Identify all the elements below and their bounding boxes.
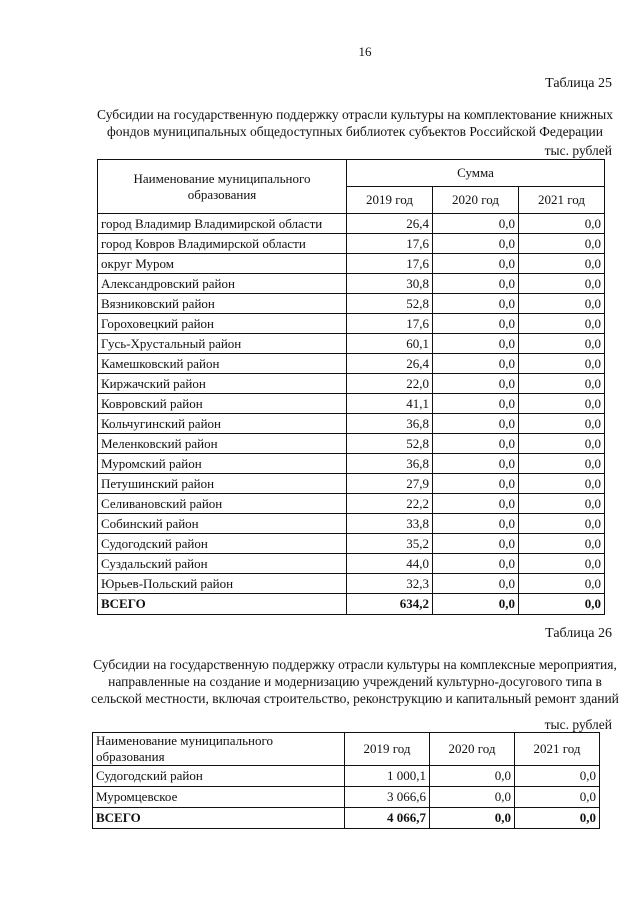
cell-2021: 0,0 bbox=[519, 494, 605, 514]
cell-2020: 0,0 bbox=[433, 254, 519, 274]
cell-2019: 22,2 bbox=[347, 494, 433, 514]
cell-2020: 0,0 bbox=[433, 414, 519, 434]
cell-name: Муромцевское bbox=[93, 787, 345, 808]
cell-name: Кольчугинский район bbox=[98, 414, 347, 434]
table26-header-name: Наименование муниципального образования bbox=[93, 733, 345, 766]
cell-2021: 0,0 bbox=[515, 766, 600, 787]
cell-2019: 36,8 bbox=[347, 454, 433, 474]
cell-name: Ковровский район bbox=[98, 394, 347, 414]
cell-2021: 0,0 bbox=[519, 394, 605, 414]
table-row bbox=[98, 354, 605, 374]
cell-name: Гороховецкий район bbox=[98, 314, 347, 334]
table26-year-2020: 2020 год bbox=[430, 733, 515, 766]
table-row bbox=[98, 474, 605, 494]
cell-2020: 0,0 bbox=[433, 454, 519, 474]
cell-name: город Владимир Владимирской области bbox=[98, 214, 347, 234]
cell-2021: 0,0 bbox=[519, 414, 605, 434]
table26-title bbox=[60, 656, 640, 707]
cell-name: округ Муром bbox=[98, 254, 347, 274]
cell-2021: 0,0 bbox=[519, 314, 605, 334]
cell-2020: 0,0 bbox=[430, 766, 515, 787]
cell-2019: 3 066,6 bbox=[345, 787, 430, 808]
table26-unit: тыс. рублей bbox=[544, 717, 612, 732]
table25-total-2021: 0,0 bbox=[519, 594, 605, 615]
table26-total-2021: 0,0 bbox=[515, 808, 600, 829]
table-row bbox=[98, 454, 605, 474]
cell-2020: 0,0 bbox=[433, 374, 519, 394]
table-row bbox=[98, 294, 605, 314]
cell-name: Петушинский район bbox=[98, 474, 347, 494]
table26-total-label: ВСЕГО bbox=[93, 808, 345, 829]
cell-2021: 0,0 bbox=[519, 334, 605, 354]
cell-2021: 0,0 bbox=[519, 254, 605, 274]
table-row bbox=[98, 254, 605, 274]
page-number: 16 bbox=[358, 44, 372, 59]
cell-2019: 17,6 bbox=[347, 234, 433, 254]
table-row bbox=[98, 554, 605, 574]
table-row bbox=[98, 314, 605, 334]
table26-title-line2: направленные на создание и модернизацию учреждений культурно-досугового типа в bbox=[108, 674, 602, 689]
table25-year-2019: 2019 год bbox=[347, 187, 433, 214]
cell-2021: 0,0 bbox=[519, 294, 605, 314]
table25-year-2020: 2020 год bbox=[433, 187, 519, 214]
cell-2019: 52,8 bbox=[347, 294, 433, 314]
table26-title-line3: сельской местности, включая строительство, реконструкцию и капитальный ремонт зданий bbox=[91, 691, 619, 706]
cell-2019: 36,8 bbox=[347, 414, 433, 434]
cell-name: город Ковров Владимирской области bbox=[98, 234, 347, 254]
table-row bbox=[98, 234, 605, 254]
cell-2020: 0,0 bbox=[433, 294, 519, 314]
cell-name: Александровский район bbox=[98, 274, 347, 294]
cell-2019: 35,2 bbox=[347, 534, 433, 554]
cell-name: Гусь-Хрустальный район bbox=[98, 334, 347, 354]
cell-2021: 0,0 bbox=[519, 354, 605, 374]
cell-2019: 52,8 bbox=[347, 434, 433, 454]
cell-2019: 44,0 bbox=[347, 554, 433, 574]
table26 bbox=[92, 732, 600, 829]
cell-2020: 0,0 bbox=[433, 334, 519, 354]
cell-2019: 33,8 bbox=[347, 514, 433, 534]
cell-2019: 32,3 bbox=[347, 574, 433, 594]
cell-name: Собинский район bbox=[98, 514, 347, 534]
table25-unit: тыс. рублей bbox=[544, 143, 612, 158]
cell-name: Суздальский район bbox=[98, 554, 347, 574]
cell-2020: 0,0 bbox=[433, 354, 519, 374]
table26-title-line1: Субсидии на государственную поддержку отрасли культуры на комплексные мероприятия, bbox=[93, 657, 617, 672]
cell-2019: 26,4 bbox=[347, 354, 433, 374]
cell-name: Судогодский район bbox=[93, 766, 345, 787]
cell-2020: 0,0 bbox=[433, 514, 519, 534]
cell-name: Вязниковский район bbox=[98, 294, 347, 314]
table26-label: Таблица 26 bbox=[545, 626, 612, 641]
cell-2020: 0,0 bbox=[433, 234, 519, 254]
cell-2021: 0,0 bbox=[519, 234, 605, 254]
cell-2020: 0,0 bbox=[433, 474, 519, 494]
cell-2020: 0,0 bbox=[433, 494, 519, 514]
cell-2021: 0,0 bbox=[519, 454, 605, 474]
table-row bbox=[98, 574, 605, 594]
cell-2019: 27,9 bbox=[347, 474, 433, 494]
cell-2021: 0,0 bbox=[519, 214, 605, 234]
table25-year-2021: 2021 год bbox=[519, 187, 605, 214]
cell-2019: 17,6 bbox=[347, 254, 433, 274]
table26-total-2020: 0,0 bbox=[430, 808, 515, 829]
cell-2019: 1 000,1 bbox=[345, 766, 430, 787]
table26-total-2019: 4 066,7 bbox=[345, 808, 430, 829]
cell-2020: 0,0 bbox=[433, 214, 519, 234]
table25-total-2020: 0,0 bbox=[433, 594, 519, 615]
table-row bbox=[98, 514, 605, 534]
cell-2019: 17,6 bbox=[347, 314, 433, 334]
table-row bbox=[98, 334, 605, 354]
cell-2021: 0,0 bbox=[519, 374, 605, 394]
cell-2019: 22,0 bbox=[347, 374, 433, 394]
table26-total-row bbox=[93, 808, 600, 829]
table25-total-row bbox=[98, 594, 605, 615]
cell-name: Киржачский район bbox=[98, 374, 347, 394]
cell-2021: 0,0 bbox=[519, 434, 605, 454]
table-row bbox=[98, 494, 605, 514]
cell-2020: 0,0 bbox=[433, 434, 519, 454]
cell-2020: 0,0 bbox=[433, 314, 519, 334]
table-row bbox=[98, 374, 605, 394]
cell-2019: 30,8 bbox=[347, 274, 433, 294]
cell-2021: 0,0 bbox=[519, 274, 605, 294]
table-row bbox=[93, 766, 600, 787]
cell-2020: 0,0 bbox=[433, 534, 519, 554]
table-row bbox=[98, 534, 605, 554]
cell-2020: 0,0 bbox=[433, 554, 519, 574]
table26-year-2019: 2019 год bbox=[345, 733, 430, 766]
table25-title-line1: Субсидии на государственную поддержку отрасли культуры на комплектование книжных bbox=[97, 107, 613, 122]
table25-total-label: ВСЕГО bbox=[98, 594, 347, 615]
cell-name: Юрьев-Польский район bbox=[98, 574, 347, 594]
table25-header-name: Наименование муниципального образования bbox=[98, 160, 347, 214]
cell-name: Судогодский район bbox=[98, 534, 347, 554]
cell-2019: 26,4 bbox=[347, 214, 433, 234]
cell-name: Камешковский район bbox=[98, 354, 347, 374]
cell-name: Меленковский район bbox=[98, 434, 347, 454]
table-row bbox=[98, 434, 605, 454]
cell-2020: 0,0 bbox=[433, 274, 519, 294]
cell-2020: 0,0 bbox=[430, 787, 515, 808]
table-row bbox=[93, 787, 600, 808]
cell-2021: 0,0 bbox=[519, 574, 605, 594]
table25 bbox=[97, 159, 605, 615]
cell-2020: 0,0 bbox=[433, 394, 519, 414]
cell-2021: 0,0 bbox=[519, 554, 605, 574]
cell-2020: 0,0 bbox=[433, 574, 519, 594]
cell-2021: 0,0 bbox=[519, 514, 605, 534]
cell-2019: 60,1 bbox=[347, 334, 433, 354]
table-row bbox=[98, 414, 605, 434]
table-row bbox=[98, 274, 605, 294]
cell-2021: 0,0 bbox=[515, 787, 600, 808]
cell-name: Муромский район bbox=[98, 454, 347, 474]
table-row bbox=[98, 394, 605, 414]
table25-title bbox=[60, 106, 640, 140]
table25-total-2019: 634,2 bbox=[347, 594, 433, 615]
cell-2021: 0,0 bbox=[519, 534, 605, 554]
table25-title-line2: фондов муниципальных общедоступных библиотек субъектов Российской Федерации bbox=[107, 124, 603, 139]
table-row bbox=[98, 214, 605, 234]
table26-year-2021: 2021 год bbox=[515, 733, 600, 766]
table25-header-sum: Сумма bbox=[347, 160, 605, 187]
cell-name: Селивановский район bbox=[98, 494, 347, 514]
cell-2019: 41,1 bbox=[347, 394, 433, 414]
table25-label: Таблица 25 bbox=[545, 76, 612, 91]
cell-2021: 0,0 bbox=[519, 474, 605, 494]
